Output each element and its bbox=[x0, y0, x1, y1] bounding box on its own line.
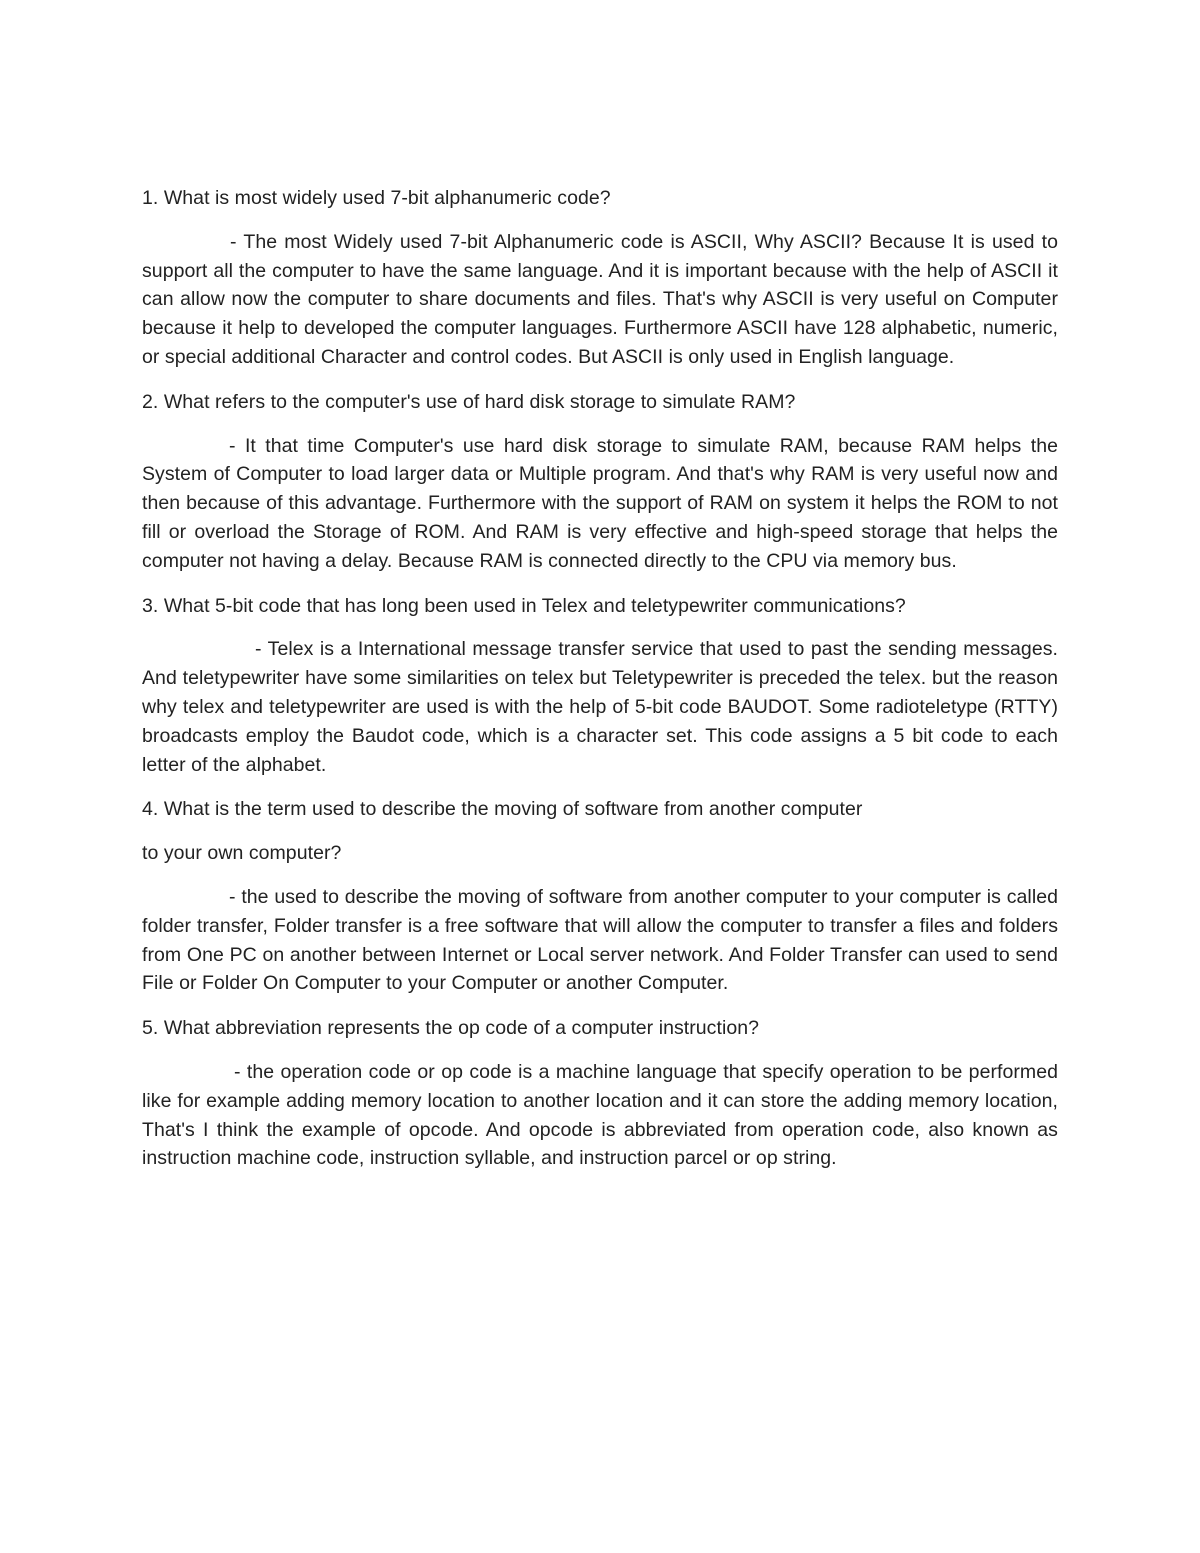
answer-5: - the operation code or op code is a machine language that specify operation to be performed like for example adding memory location to another location and it can store the adding memory location, That's I think the example of opcode. And opcode is abbreviated from operation code, also known as instruction machine code, instruction syllable, and instruction parcel or op string. bbox=[142, 1060, 1058, 1170]
question-2: 2. What refers to the computer's use of hard disk storage to simulate RAM? bbox=[142, 390, 796, 413]
question-3: 3. What 5-bit code that has long been used in Telex and teletypewriter communications? bbox=[142, 594, 906, 617]
spacer bbox=[142, 998, 1058, 1014]
spacer bbox=[142, 1043, 1058, 1058]
spacer bbox=[142, 868, 1058, 883]
spacer bbox=[142, 824, 1058, 839]
spacer bbox=[142, 620, 1058, 635]
question-5: 5. What abbreviation represents the op code of a computer instruction? bbox=[142, 1017, 760, 1040]
answer-4: - the used to describe the moving of software from another computer to your computer is called folder transfer, Folder transfer is a free software that will allow the computer to transfer a files and folders from One PC on another between Internet or Local server network. And Folder Transfer can used to send File or Folder On Computer to your Computer or another Computer. bbox=[142, 885, 1058, 995]
spacer bbox=[142, 779, 1058, 795]
spacer bbox=[142, 213, 1058, 228]
question-4-continuation: to your own computer? bbox=[142, 842, 342, 865]
spacer bbox=[142, 417, 1058, 432]
question-4: 4. What is the term used to describe the moving of software from another computer bbox=[142, 798, 863, 821]
document-body bbox=[142, 184, 1058, 1173]
answer-2: - It that time Computer's use hard disk storage to simulate RAM, because RAM helps the System of Computer to load larger data or Multiple program. And that's why RAM is very useful now and then because of this advantage. Furthermore with the support of RAM on system it helps the ROM to not fill or overload the Storage of ROM. And RAM is very effective and high-speed storage that helps the computer not having a delay. Because RAM is connected directly to the CPU via memory bus. bbox=[142, 434, 1058, 572]
answer-3: - Telex is a International message transfer service that used to past the sending messages. And teletypewriter have some similarities on telex but Teletypewriter is preceded the telex. but the reason why telex and teletypewriter are used is with the help of 5-bit code BAUDOT. Some radioteletype (RTTY) broadcasts employ the Baudot code, which is a character set. This code assigns a 5 bit code to each letter of the alphabet. bbox=[142, 638, 1058, 776]
question-1: 1. What is most widely used 7-bit alphanumeric code? bbox=[142, 187, 611, 209]
spacer bbox=[142, 576, 1058, 592]
answer-1: - The most Widely used 7-bit Alphanumeric code is ASCII, Why ASCII? Because It is used to support all the computer to have the same language. And it is important because with the help of ASCII it can allow now the computer to share documents and files. That's why ASCII is very useful on Computer because it help to developed the computer languages. Furthermore ASCII have 128 alphabetic, numeric, or special additional Character and control codes. But ASCII is only used in English language. bbox=[142, 230, 1058, 368]
spacer bbox=[142, 372, 1058, 388]
